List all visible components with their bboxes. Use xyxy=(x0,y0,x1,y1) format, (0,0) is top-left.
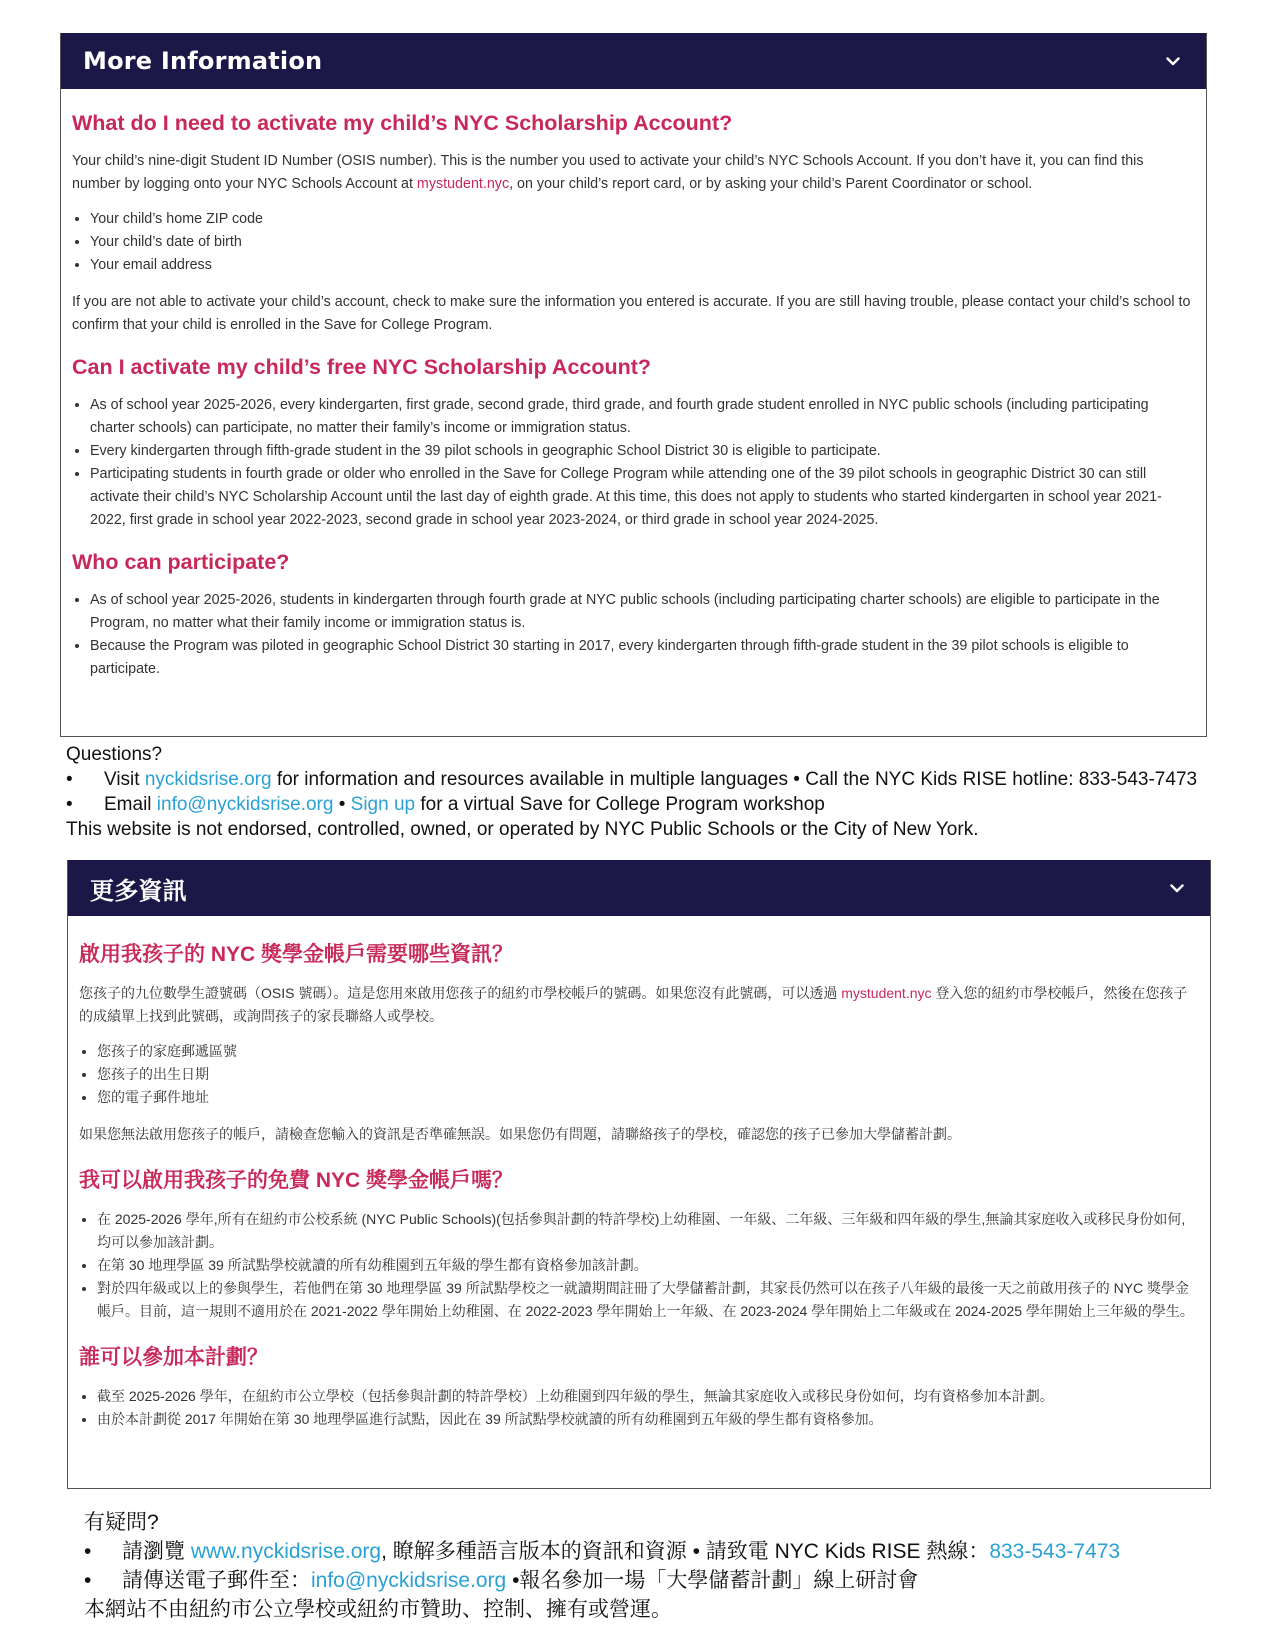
more-information-panel-zh xyxy=(67,860,1211,1489)
bullet: • xyxy=(66,769,73,790)
separator: • xyxy=(333,794,351,815)
eligibility-list xyxy=(79,1208,1198,1323)
panel-title: 更多資訊 xyxy=(90,876,187,905)
list-item: • Your child’s home ZIP code xyxy=(90,208,1194,231)
text: 您孩子的九位數學生證號碼（OSIS 號碼）。這是您用來啟用您孩子的紐約市學校帳戶的號碼。如果您沒有此號碼，可以透過 xyxy=(79,985,842,1001)
mystudent-link[interactable]: mystudent.nyc xyxy=(416,176,510,192)
list-item: • Your email address xyxy=(90,254,1194,277)
list-item: • As of school year 2025-2026, every kindergarten, first grade, second grade, third grade, and fourth grade student enrolled in NYC public schools (including participating charter schools) can participate, no matter their family’s income or immigration status. xyxy=(90,394,1194,440)
list-item: • Because the Program was piloted in geographic School District 30 starting in 2017, every kindergarten through fifth-grade student in the 39 pilot schools is eligible to participate. xyxy=(90,635,1194,681)
text: , on your child’s report card, or by asking your child’s Parent Coordinator or school. xyxy=(509,176,1033,192)
accordion-header-zh[interactable] xyxy=(68,860,1210,916)
hotline-text: 請致電 NYC Kids RISE 熱線： xyxy=(705,1540,990,1563)
separator: • xyxy=(686,1540,706,1563)
panel-title: More Information xyxy=(83,47,323,75)
panel-body-zh xyxy=(68,916,1210,1431)
text: for a virtual Save for College Program workshop xyxy=(415,794,825,815)
trouble-paragraph: If you are not able to activate your child’s account, check to make sure the information you entered is accurate. If you are still having trouble, please contact your child’s school to confirm that your child is enrolled in the Save for College Program. xyxy=(72,294,1191,333)
phone-link[interactable]: 833-543-7473 xyxy=(989,1540,1121,1563)
text: , 瞭解多種語言版本的資訊和資源 xyxy=(381,1540,687,1563)
list-item: • 截至 2025-2026 學年，在紐約市公立學校（包括參與計劃的特許學校）上幼稚園到四年級的學生，無論其家庭收入或移民身份如何，均有資格參加本計劃。 xyxy=(97,1385,1198,1408)
list-item: • 您的電子郵件地址 xyxy=(97,1086,1198,1109)
chevron-down-icon[interactable] xyxy=(1162,50,1184,72)
bullet: • xyxy=(84,1540,92,1563)
visit-row xyxy=(66,767,1197,792)
eligibility-list xyxy=(72,394,1194,532)
panel-body-en xyxy=(61,89,1206,681)
separator: • xyxy=(788,769,806,790)
bullet: • xyxy=(84,1569,92,1592)
list-item: • 由於本計劃從 2017 年開始在第 30 地理學區進行試點，因此在 39 所試點學校就讀的所有幼稚園到五年級的學生都有資格參加。 xyxy=(97,1408,1198,1431)
list-item: • 在 2025-2026 學年,所有在紐約市公校系統 (NYC Public Schools)(包括參與計劃的特許學校)上幼稚園、一年級、二年級、三年級和四年級的學生,無論其家庭收入或移民身份如何, 均可以參加該計劃。 xyxy=(97,1208,1198,1254)
email-row xyxy=(84,1566,1120,1595)
participation-list xyxy=(72,589,1194,681)
heading-can-activate: Can I activate my child’s free NYC Scholarship Account? xyxy=(72,355,652,379)
heading-can-activate: 我可以啟用我孩子的免費 NYC 獎學金帳戶嗎？ xyxy=(79,1169,514,1192)
text: 請傳送電子郵件至： xyxy=(122,1569,311,1592)
mystudent-link[interactable]: mystudent.nyc xyxy=(841,985,932,1001)
more-information-panel-en xyxy=(60,33,1207,737)
email-row xyxy=(66,792,1197,817)
text: for information and resources available in multiple languages xyxy=(271,769,789,790)
disclaimer: 本網站不由紐約市公立學校或紐約市贊助、控制、擁有或營運。 xyxy=(84,1598,672,1621)
osis-paragraph xyxy=(72,150,1194,196)
heading-who-participate: 誰可以參加本計劃？ xyxy=(79,1346,268,1369)
accordion-header-en[interactable] xyxy=(61,33,1206,89)
list-item: • 您孩子的出生日期 xyxy=(97,1063,1198,1086)
signup-link[interactable]: Sign up xyxy=(350,794,416,815)
heading-what-needed: What do I need to activate my child’s NYC Scholarship Account? xyxy=(72,111,733,135)
heading-who-participate: Who can participate? xyxy=(72,550,290,574)
list-item: • 對於四年級或以上的參與學生，若他們在第 30 地理學區 39 所試點學校之一就讀期間註冊了大學儲蓄計劃，其家長仍然可以在孩子八年級的最後一天之前啟用孩子的 NYC 獎學金帳戶。目前，這一規則不適用於在 2021-2022 學年開始上幼稚園、在 2022-2023 學年開始上一年級、在 2023-2024 學年開始上二年級或在 2024-2025 學年開始上三年級的學生。 xyxy=(97,1277,1198,1323)
questions-label: 有疑問? xyxy=(84,1511,159,1534)
text: Email xyxy=(104,794,157,815)
list-item: • Your child’s date of birth xyxy=(90,231,1194,254)
trouble-paragraph: 如果您無法啟用您孩子的帳戶，請檢查您輸入的資訊是否準確無誤。如果您仍有問題，請聯絡孩子的學校，確認您的孩子已參加大學儲蓄計劃。 xyxy=(79,1126,961,1142)
list-item: • 您孩子的家庭郵遞區號 xyxy=(97,1040,1198,1063)
list-item: • 在第 30 地理學區 39 所試點學校就讀的所有幼稚園到五年級的學生都有資格參加該計劃。 xyxy=(97,1254,1198,1277)
email-link[interactable]: info@nyckidsrise.org xyxy=(311,1569,507,1592)
text: Visit xyxy=(104,769,145,790)
bullet: • xyxy=(66,794,73,815)
chevron-down-icon[interactable] xyxy=(1166,877,1188,899)
questions-block-zh xyxy=(84,1508,1120,1624)
visit-row xyxy=(84,1537,1120,1566)
text: 登入您的紐約市學校帳戶，然後在您孩子的成績單上找到此號碼，或詢問孩子的家長聯絡人或學校。 xyxy=(79,985,1188,1024)
website-link[interactable]: www.nyckidsrise.org xyxy=(190,1540,382,1563)
list-item: • As of school year 2025-2026, students in kindergarten through fourth grade at NYC public schools (including participating charter schools) are eligible to participate in the Program, no matter what their family income or immigration status is. xyxy=(90,589,1194,635)
website-link[interactable]: nyckidsrise.org xyxy=(144,769,272,790)
participation-list xyxy=(79,1385,1198,1431)
list-item: • Every kindergarten through fifth-grade student in the 39 pilot schools in geographic School District 30 is eligible to participate. xyxy=(90,440,1194,463)
osis-paragraph xyxy=(79,982,1198,1028)
questions-label: Questions? xyxy=(66,744,163,765)
signup-text[interactable]: •報名參加一場「大學儲蓄計劃」線上研討會 xyxy=(506,1569,919,1592)
email-link[interactable]: info@nyckidsrise.org xyxy=(156,794,334,815)
list-item: • Participating students in fourth grade or older who enrolled in the Save for College Program while attending one of the 39 pilot schools in geographic District 30 can still activate their child’s NYC Scholarship Account until the last day of eighth grade. At this time, this does not apply to students who started kindergarten in school year 2021-2022, first grade in school year 2022-2023, second grade in school year 2023-2024, or third grade in school year 2024-2025. xyxy=(90,463,1194,532)
questions-block-en xyxy=(66,742,1197,842)
hotline-text: Call the NYC Kids RISE hotline: 833-543-7473 xyxy=(805,769,1198,790)
disclaimer: This website is not endorsed, controlled, owned, or operated by NYC Public Schools or the City of New York. xyxy=(66,819,979,840)
requirements-list xyxy=(72,208,1194,277)
text: Your child’s nine-digit Student ID Number (OSIS number). This is the number you used to activate your child’s NYC Schools Account. If you don’t have it, you can find this number by logging onto your NYC Schools Account at xyxy=(72,153,1144,192)
text: 請瀏覽 xyxy=(122,1540,191,1563)
heading-what-needed: 啟用我孩子的 NYC 獎學金帳戶需要哪些資訊？ xyxy=(79,943,514,966)
requirements-list xyxy=(79,1040,1198,1109)
